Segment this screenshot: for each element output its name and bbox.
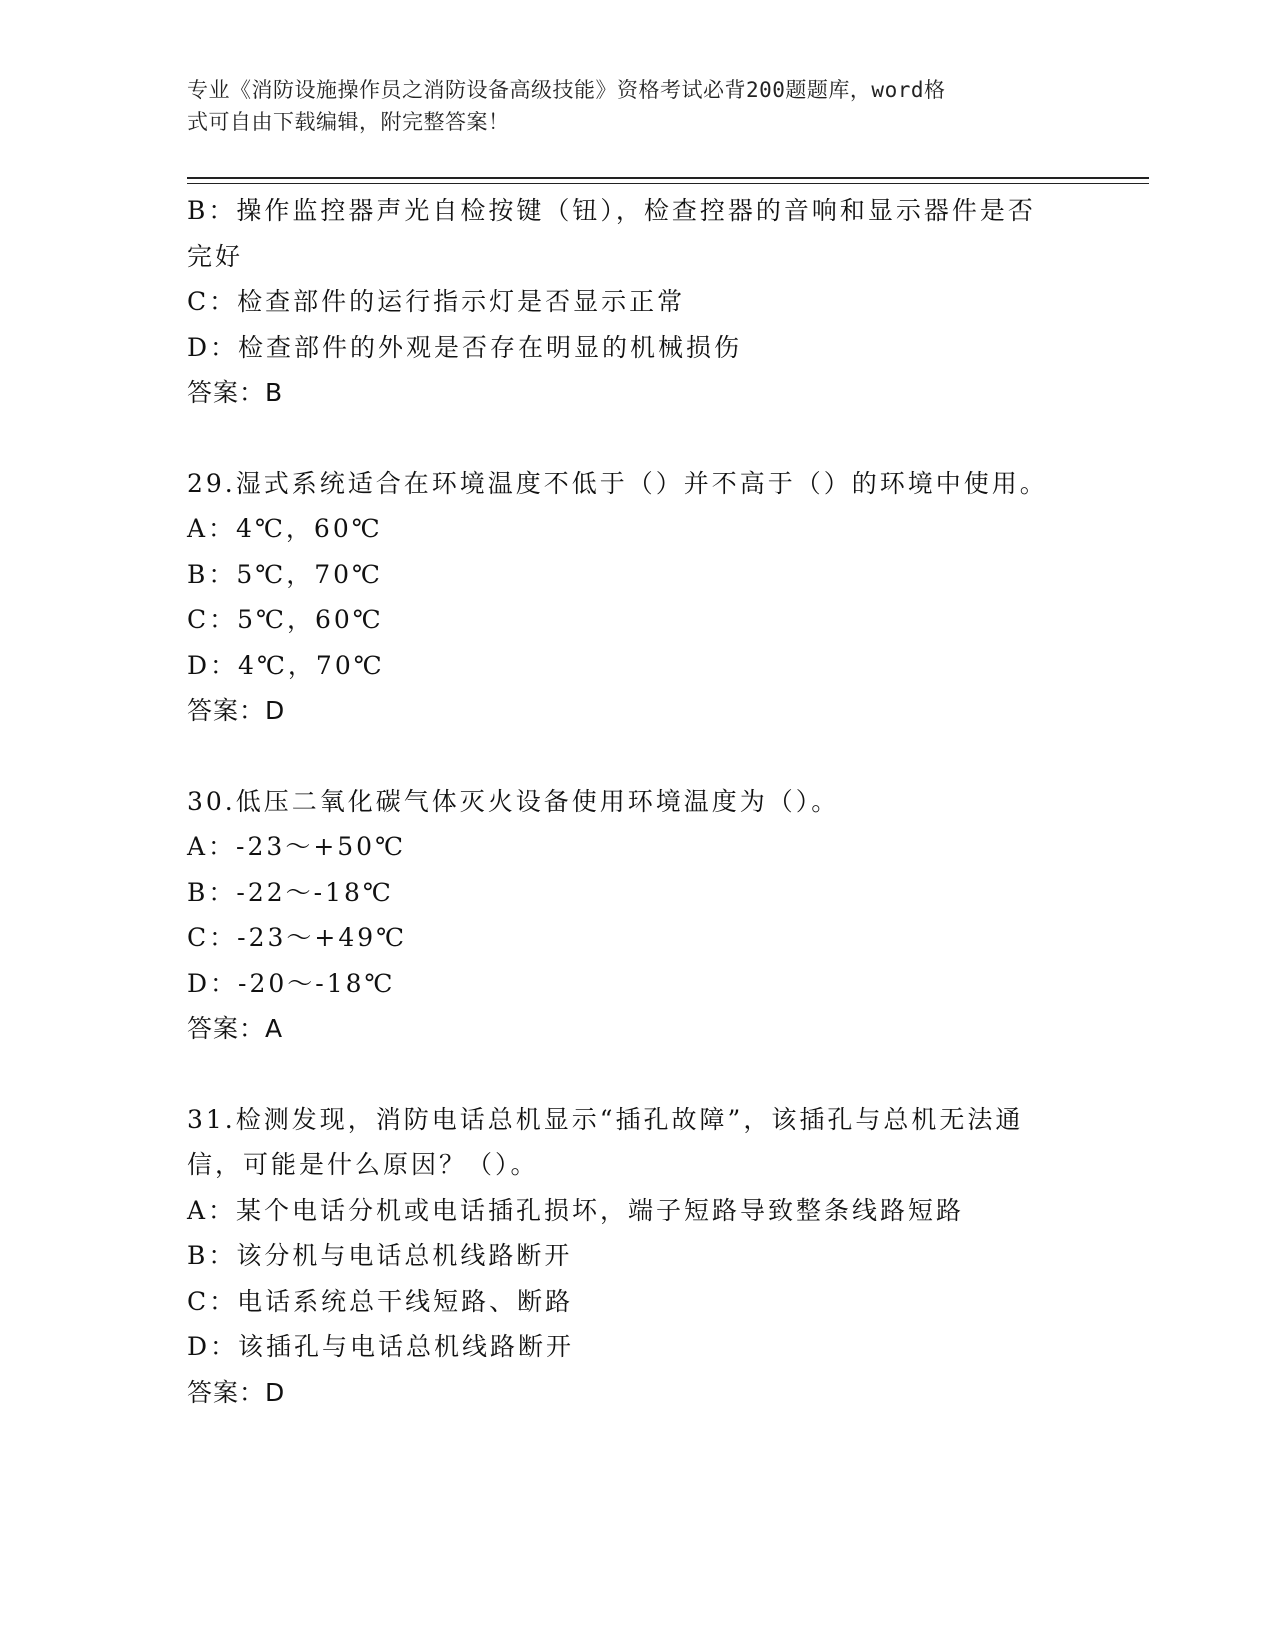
spacer: [187, 734, 1127, 779]
question-30: [187, 779, 1127, 1052]
header-line-1: 专业《消防设施操作员之消防设备高级技能》资格考试必背200题题库，word格: [187, 78, 946, 102]
option-d: D：4℃，70℃: [187, 650, 385, 680]
answer: 答案：B: [187, 378, 284, 407]
answer: 答案：D: [187, 696, 286, 725]
option-c: C：电话系统总干线短路、断路: [187, 1286, 574, 1316]
question-stem-line-2: 信，可能是什么原因？（）。: [187, 1150, 539, 1179]
question-stem: 29.湿式系统适合在环境温度不低于（）并不高于（）的环境中使用。: [187, 468, 1048, 498]
option-d: D：-20～-18℃: [187, 968, 396, 998]
option-d: D：检查部件的外观是否存在明显的机械损伤: [187, 332, 743, 362]
option-c: C：5℃，60℃: [187, 605, 384, 634]
option-c: C：-23～+49℃: [187, 923, 408, 952]
answer: 答案：D: [187, 1377, 286, 1407]
answer: 答案：A: [187, 1014, 284, 1043]
document-header: [187, 74, 1067, 138]
question-28-continued: [187, 188, 1127, 416]
spacer: [187, 416, 1127, 461]
question-stem-line-1: 31.检测发现，消防电话总机显示“插孔故障”，该插孔与总机无法通: [187, 1104, 1024, 1134]
question-list: [187, 188, 1127, 1415]
option-b-line-1: B：操作监控器声光自检按键（钮），检查控器的音响和显示器件是否: [187, 196, 1036, 225]
option-a: A：某个电话分机或电话插孔损坏，端子短路导致整条线路短路: [187, 1195, 965, 1225]
option-b: B：-22～-18℃: [187, 877, 394, 907]
option-a: A：-23～+50℃: [187, 832, 407, 861]
question-stem: 30.低压二氧化碳气体灭火设备使用环境温度为（）。: [187, 786, 840, 816]
spacer: [187, 1052, 1127, 1097]
option-d: D：该插孔与电话总机线路断开: [187, 1332, 575, 1361]
header-line-2: 式可自由下载编辑，附完整答案！: [187, 110, 510, 134]
option-b: B：该分机与电话总机线路断开: [187, 1241, 573, 1270]
option-b: B：5℃，70℃: [187, 559, 384, 589]
question-29: [187, 461, 1127, 734]
option-b-line-2: 完好: [187, 241, 244, 271]
header-divider-thin: [187, 183, 1149, 184]
header-divider-thick: [187, 177, 1149, 179]
option-c: C：检查部件的运行指示灯是否显示正常: [187, 287, 686, 316]
option-a: A：4℃，60℃: [187, 514, 383, 543]
question-31: [187, 1097, 1127, 1416]
